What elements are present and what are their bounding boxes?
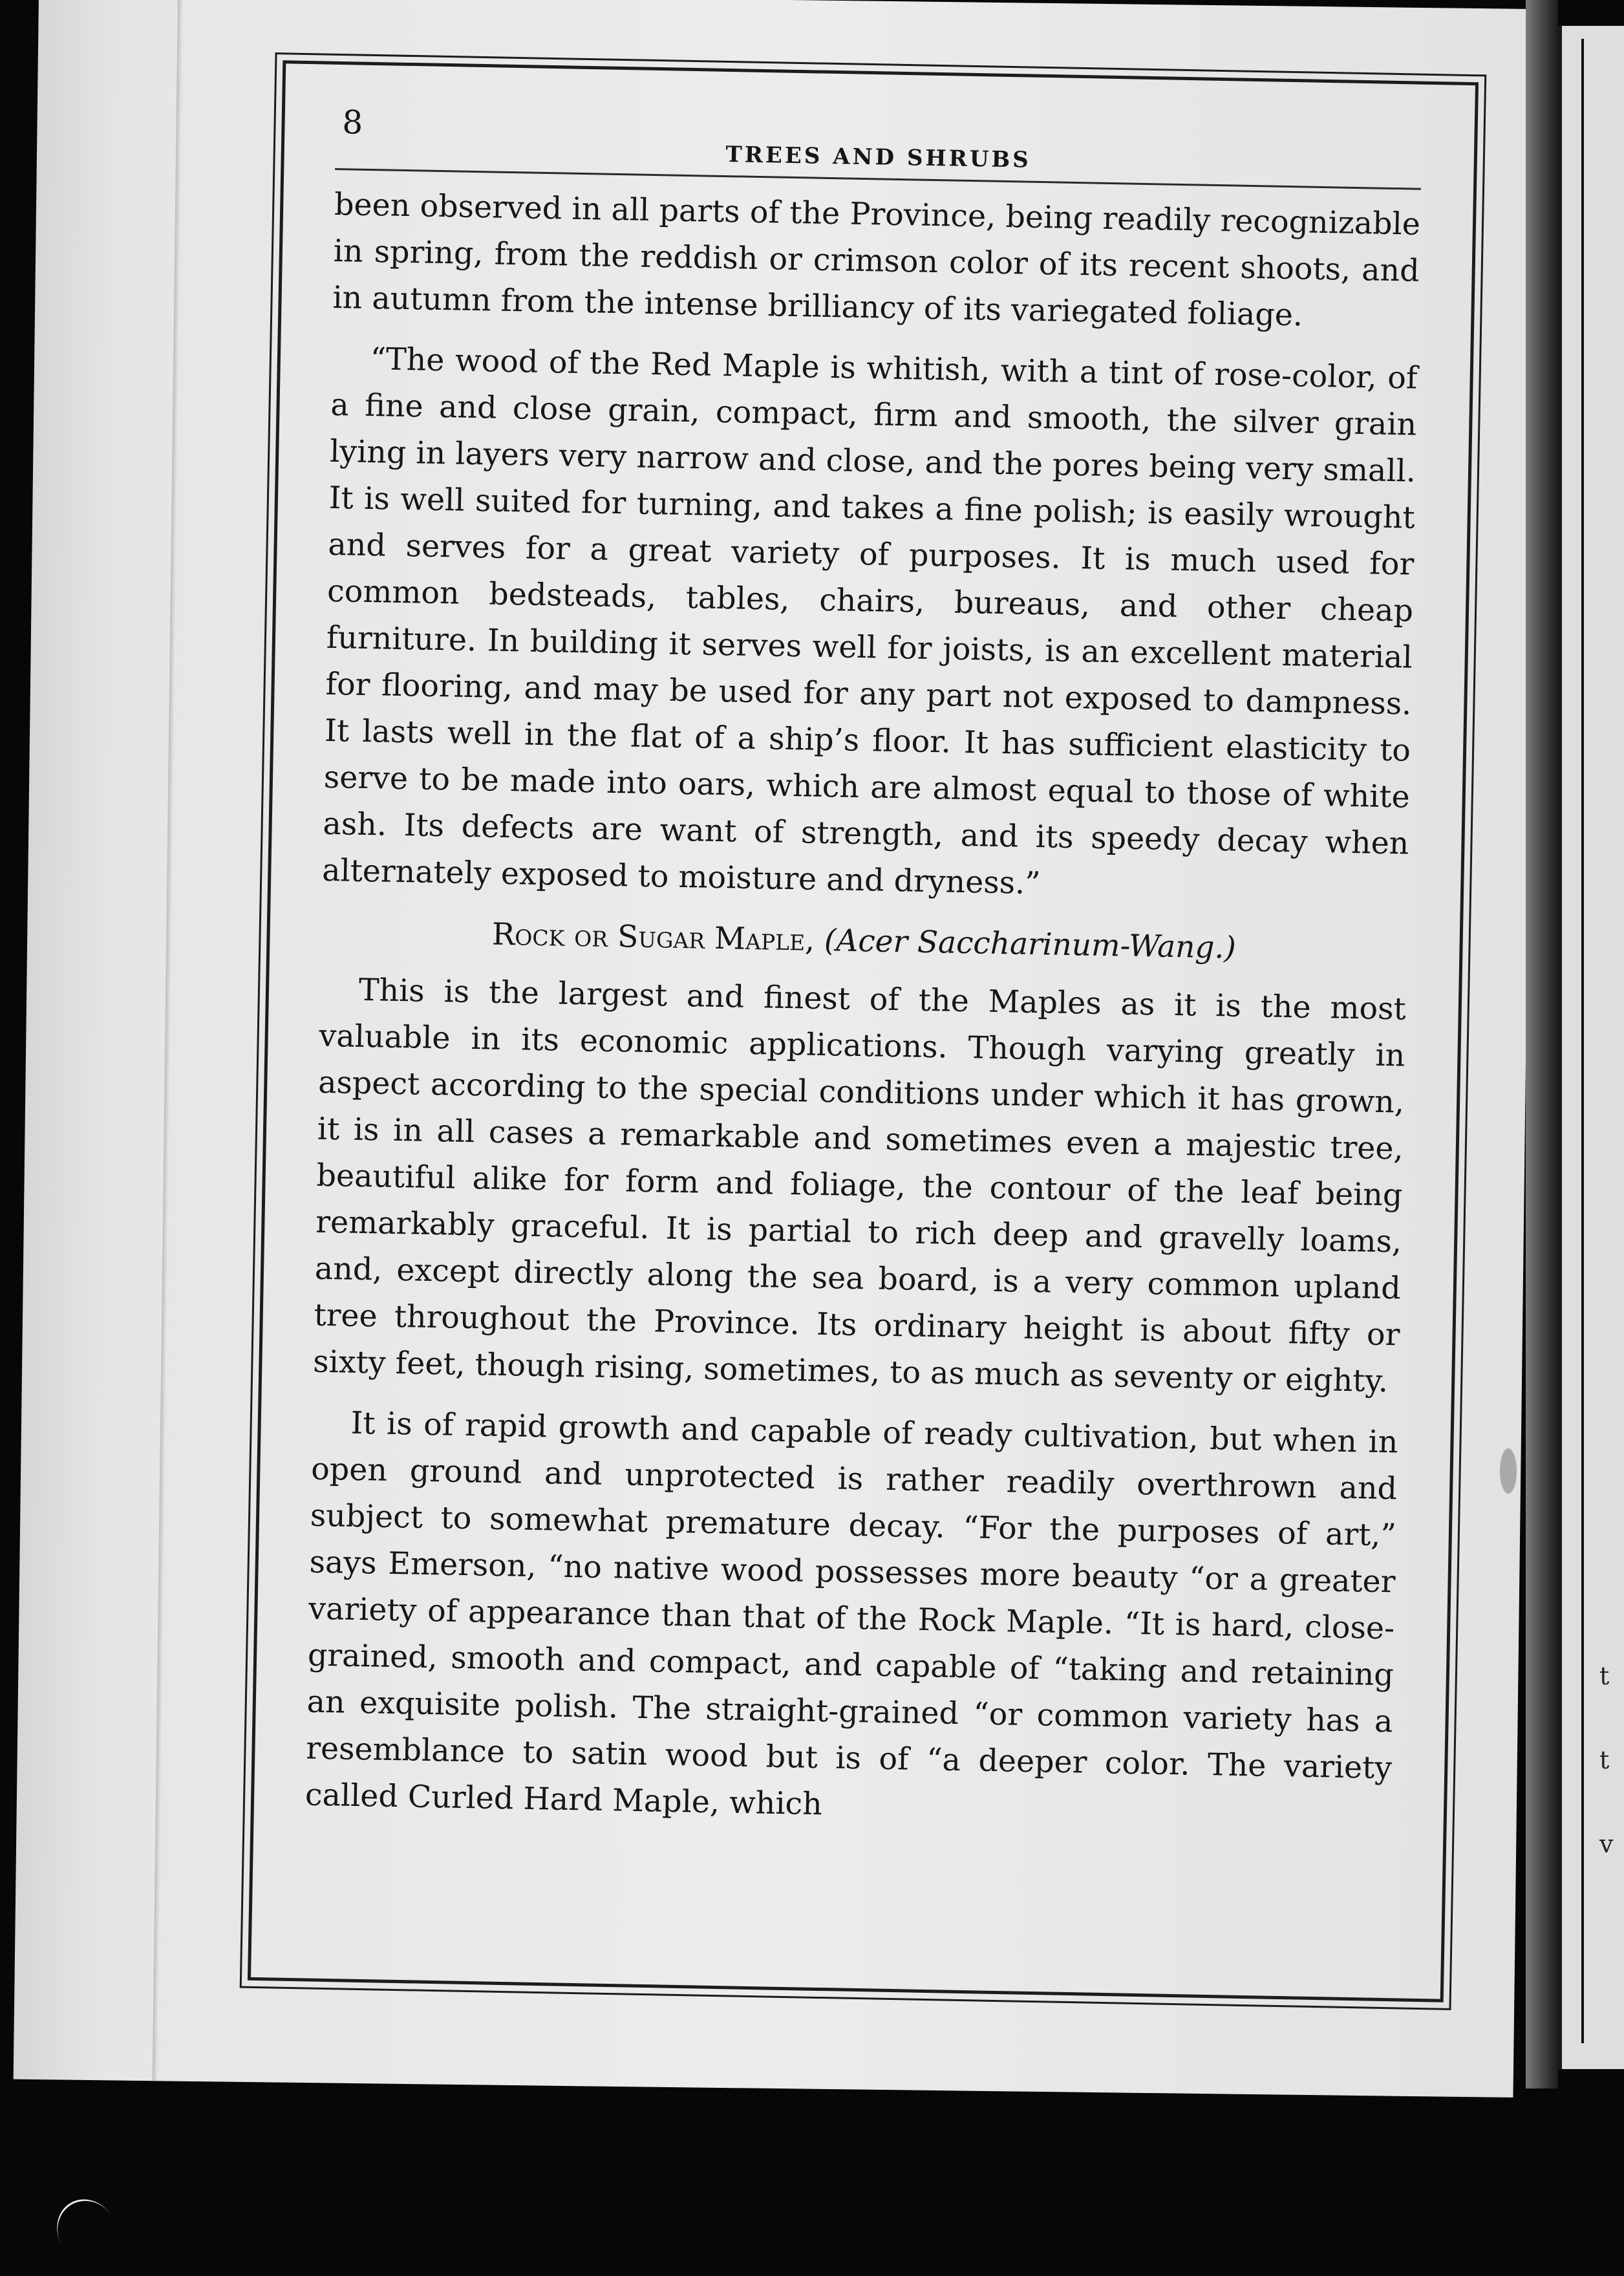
paragraph-quotation: “The wood of the Red Maple is whitish, with a tint of rose-color, of a fine and close grain, compact, firm and smooth, the silver grain lying in layers very narrow and close, and the pores being very small. It is well suited for turning, and takes a fine polish; is easily wrought and serves for a great variety of purposes. It is much used for common bedsteads, tables, chairs, bureaus, and other cheap furniture. In building it serves well for joists, is an excellent material for flooring, and may be used for any part not exposed to dampness. It lasts well in the flat of a ship’s floor. It has sufficient elasticity to serve to be made into oars, which are almost equal to those of white ash. Its defects are want of strength, and its speedy decay when alternately exposed to moisture and dryness.” — [321, 341, 1418, 902]
adjacent-page-fragment: t — [1599, 1662, 1610, 1690]
paragraph: It is of rapid growth and capable of ready cultivation, but when in open ground and unprotected is rather readily overthrown and subject to somewhat premature decay. “For the purposes of art,” says Emerson, “no native wood possesses more beauty “or a greater variety of appearance than that of the Rock Maple. “It is hard, close-grained, smooth and compact, and capable of “taking and retaining an exquisite polish. The straight-grained “or common variety has a resemblance to satin wood but is of “a deeper color. The variety called Curled Hard Maple, which — [304, 1405, 1398, 1823]
page-content — [304, 103, 1422, 1838]
paragraph: This is the largest and finest of the Maples as it is the most valuable in its economic applications. Though varying greatly in aspect according to the special conditions under which it has grown, it is in all cases a remarkable and sometimes even a majestic tree, beautiful alike for form and foliage, the contour of the leaf being remarkably graceful. It is partial to rich deep and gravelly loams, and, except directly along the sea board, is a very common upland tree throughout the Province. Its ordinary height is about fifty or sixty feet, though rising, sometimes, to as much as seventy or eighty. — [312, 972, 1407, 1400]
page-number: 8 — [341, 103, 363, 142]
adjacent-page-fragment: v — [1599, 1830, 1614, 1858]
section-heading-common-name: Rock or Sugar Maple, — [491, 916, 815, 958]
book-gutter — [1526, 0, 1558, 2088]
paragraph-continued: been observed in all parts of the Province, being readily recognizable in spring, from the reddish or crimson color of its recent shoots, and in autumn from the intense brilliancy of its variegated foliage. — [332, 186, 1421, 334]
running-head: TREES AND SHRUBS — [725, 142, 1032, 173]
adjacent-page-fragment: t — [1599, 1746, 1610, 1774]
section-heading-latin-name: (Acer Saccharinum-Wang.) — [824, 923, 1237, 966]
scan-artifact-smudge — [1500, 1448, 1517, 1494]
section-heading — [321, 908, 1407, 975]
page-edge-shadow — [153, 0, 183, 2081]
adjacent-page — [1558, 26, 1624, 2069]
adjacent-page-frame-rule — [1581, 39, 1584, 2043]
